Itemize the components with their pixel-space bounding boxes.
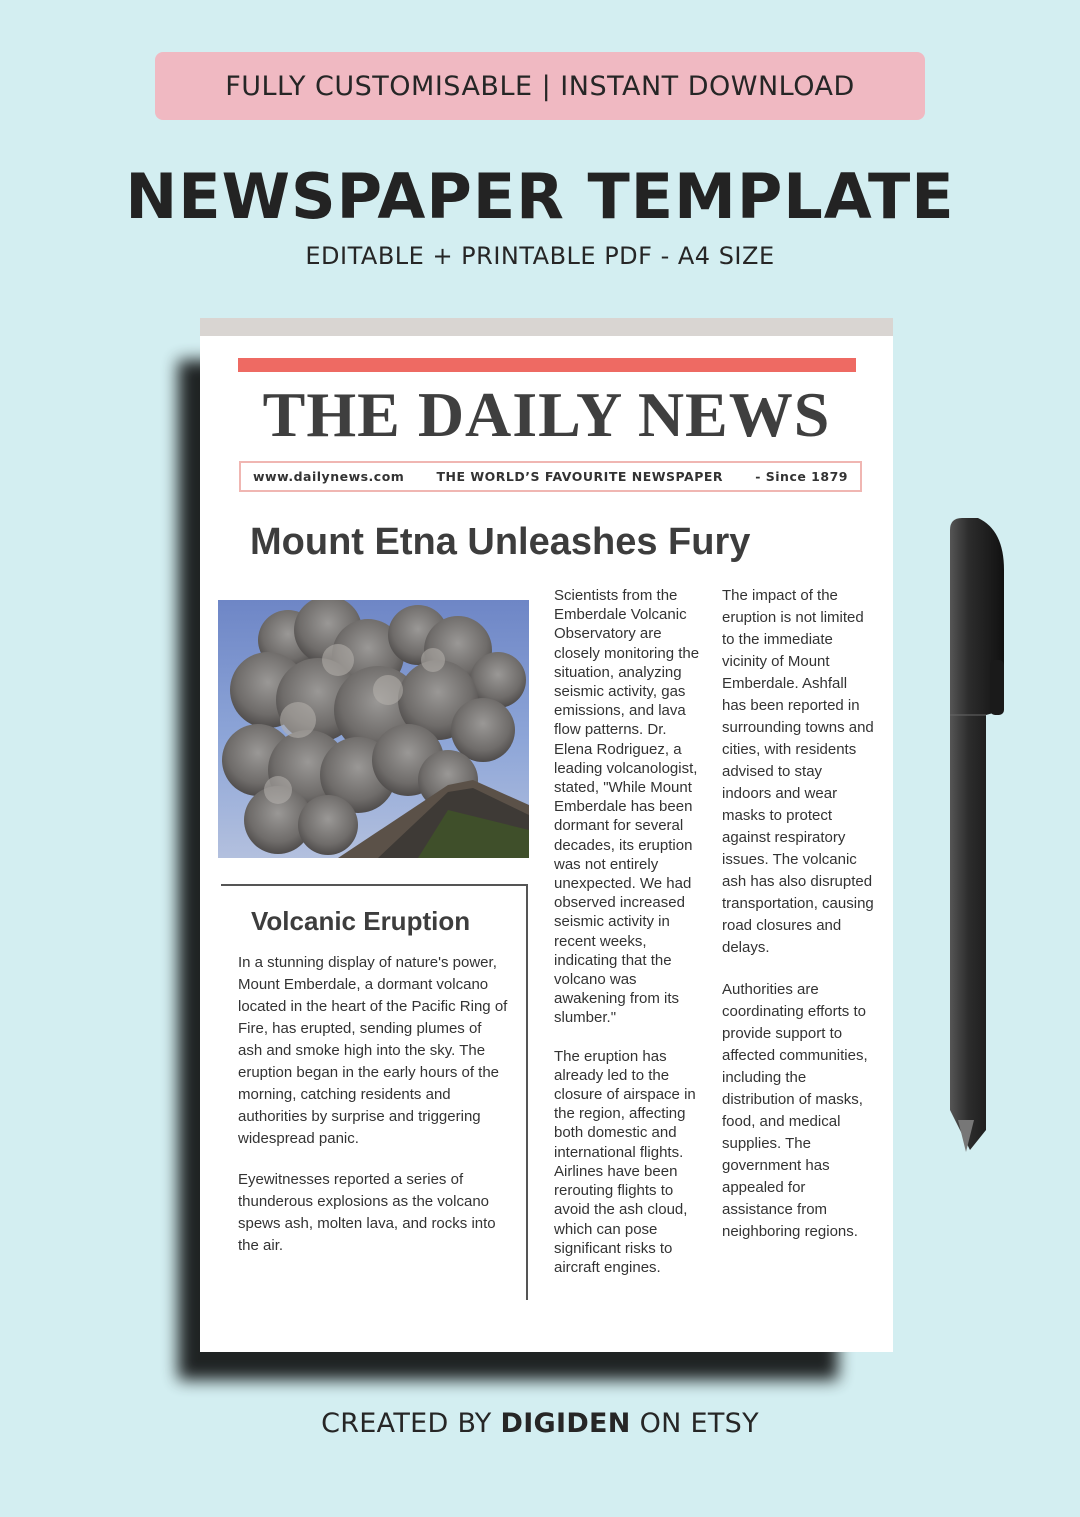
paragraph: In a stunning display of nature's power, Mount Emberdale, a dormant volcano located in the heart of the Pacific Ring of Fire, has erupted, sending plumes of ash and smoke high into the sky. The eruption began in the early hours of the morning, catching residents and authorities by surprise and triggering widespread panic. xyxy=(238,954,508,1147)
section-subhead: Volcanic Eruption xyxy=(251,906,471,936)
right-column xyxy=(722,585,874,1263)
masthead-tagline xyxy=(239,461,862,492)
paragraph: The eruption has already led to the closure of airspace in the region, affecting both domestic and international flights. Airlines have been rerouting flights to avoid the ash cloud, which can pose significant risks to aircraft engines. xyxy=(554,1047,696,1276)
volcano-image xyxy=(218,600,529,858)
masthead-accent-bar xyxy=(238,358,856,372)
website-text: www.dailynews.com xyxy=(253,469,405,484)
pen-icon xyxy=(930,510,1020,1160)
slogan-text: THE WORLD’S FAVOURITE NEWSPAPER xyxy=(436,469,724,484)
paragraph: Scientists from the Emberdale Volcanic Observatory are closely monitoring the situation, analyzing seismic activity, gas emissions, and lava flow patterns. Dr. Elena Rodriguez, a leading volcanologist, stated, "While Mount Emberdale has been dormant for several decades, its eruption was not entirely unexpected. We had observed increased seismic activity in recent weeks, indicating that the volcano was awakening from its slumber." xyxy=(554,587,700,1027)
article-headline: Mount Etna Unleashes Fury xyxy=(250,521,751,563)
credit-prefix: CREATED BY xyxy=(321,1408,492,1439)
paragraph: The impact of the eruption is not limited to the immediate vicinity of Mount Emberdale. Ashfall has been reported in surrounding towns and cities, with residents advised to stay indoors and wear masks to protect against respiratory issues. The volcanic ash has also disrupted transportation, causing road closures and delays. xyxy=(722,587,874,956)
middle-column xyxy=(554,586,704,1296)
left-column xyxy=(238,952,508,1276)
promo-banner xyxy=(155,52,925,120)
promo-banner-text: FULLY CUSTOMISABLE | INSTANT DOWNLOAD xyxy=(225,70,855,102)
page-title: NEWSPAPER TEMPLATE xyxy=(125,160,955,233)
paragraph: Eyewitnesses reported a series of thunderous explosions as the volcano spews ash, molten lava, and rocks into the air. xyxy=(238,1171,496,1254)
page-subtitle: EDITABLE + PRINTABLE PDF - A4 SIZE xyxy=(305,242,775,270)
masthead: THE DAILY NEWS xyxy=(262,379,831,450)
credit-brand: DIGIDEN xyxy=(500,1408,631,1439)
volcano-photo xyxy=(218,600,529,858)
newspaper-page xyxy=(200,318,893,1352)
credit-line xyxy=(0,1408,1080,1439)
since-text: - Since 1879 xyxy=(755,469,848,484)
credit-suffix: ON ETSY xyxy=(639,1408,759,1439)
paper-top-edge xyxy=(200,318,893,336)
paragraph: Authorities are coordinating efforts to provide support to affected communities, including the distribution of masks, food, and medical supplies. The government has appealed for assistance from neighboring regions. xyxy=(722,981,868,1240)
